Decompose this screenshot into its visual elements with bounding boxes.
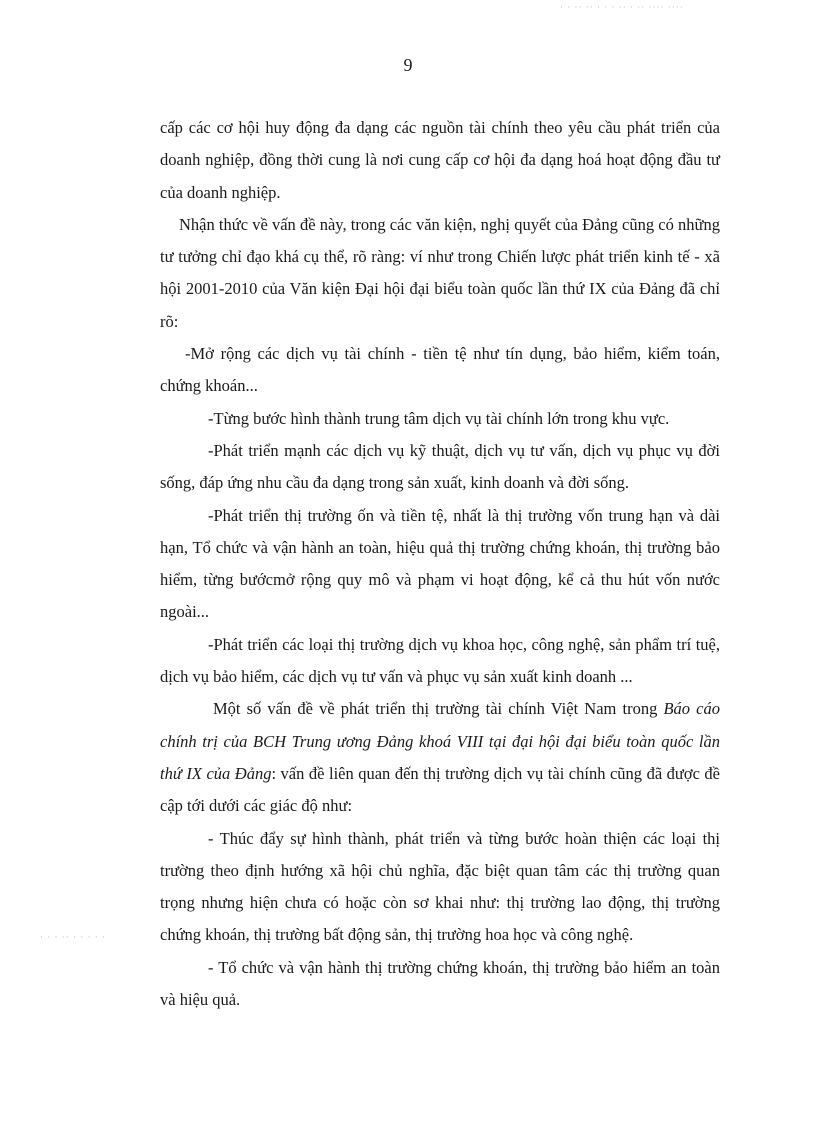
paragraph-political-report — [160, 693, 720, 822]
list-item-technical-services: -Phát triển mạnh các dịch vụ kỹ thuật, dịch vụ tư vấn, dịch vụ phục vụ đời sống, đáp ứng nhu cầu đa dạng trong sản xuất, kinh doanh và đời sống. — [160, 440, 720, 493]
list-item-securities-insurance: - Tổ chức và vận hành thị trường chứng khoán, thị trường bảo hiểm an toàn và hiệu quả. — [160, 957, 720, 1010]
list-item-expand-financial-services: -Mở rộng các dịch vụ tài chính - tiền tệ như tín dụng, bảo hiểm, kiểm toán, chứng khoán... — [160, 344, 720, 396]
scan-artifact-top: · · ·· ·· · · · ·· · ·· ···· ···· — [560, 2, 684, 12]
list-item-science-services: -Phát triển các loại thị trường dịch vụ khoa học, công nghệ, sản phẩm trí tuệ, dịch vụ bảo hiểm, các dịch vụ tư vấn và phục vụ sản xuất kinh doanh ... — [160, 634, 720, 687]
scan-artifact-left: · · · ·· · · · · · — [40, 932, 106, 942]
list-item-market-formation: - Thúc đẩy sự hình thành, phát triển và từng bước hoàn thiện các loại thị trường theo định hướng xã hội chủ nghĩa, đặc biệt quan tâm các thị trường quan trọng nhưng hiện chưa có hoặc còn sơ khai như: thị trường lao động, thị trường chứng khoán, thị trường bất động sản, thị trường hoa học và công nghệ. — [160, 828, 720, 945]
document-body — [160, 112, 720, 1016]
paragraph-intro-continuation: cấp các cơ hội huy động đa dạng các nguồn tài chính theo yêu cầu phát triển của doanh nghiệp, đồng thời cung là nơi cung cấp cơ hội đa dạng hoá hoạt động đầu tư của doanh nghiệp. — [160, 118, 720, 202]
report-text-after: : vấn đề liên quan đến thị trường dịch vụ tài chính cũng đã được đề cập tới dưới các giác độ như: — [160, 763, 720, 816]
list-item-capital-market: -Phát triển thị trường ốn và tiền tệ, nhất là thị trường vốn trung hạn và dài hạn, Tổ chức và vận hành an toàn, hiệu quả thị trường chứng khoán, thị trường bảo hiểm, từng bướcmở rộng quy mô và phạm vi hoạt động, kể cả thu hút vốn nước ngoài... — [160, 505, 720, 622]
page-number: 9 — [403, 55, 413, 75]
report-title-italic: Báo cáo chính trị của BCH Trung ương Đảng khoá VIII tại đại hội đại biểu toàn quốc lần thứ IX của Đảng — [160, 699, 720, 783]
report-text-before: Một số vấn đề về phát triển thị trường tài chính Việt Nam trong — [213, 699, 664, 719]
paragraph-awareness: Nhận thức về vấn đề này, trong các văn kiện, nghị quyết của Đảng cũng có những tư tưởng chỉ đạo khá cụ thể, rõ ràng: ví như trong Chiến lược phát triển kinh tế - xã hội 2001-2010 của Văn kiện Đại hội đại biểu toàn quốc lần thứ IX của Đảng đã chỉ rõ: — [160, 214, 720, 331]
list-item-financial-center: -Từng bước hình thành trung tâm dịch vụ tài chính lớn trong khu vực. — [208, 408, 670, 428]
